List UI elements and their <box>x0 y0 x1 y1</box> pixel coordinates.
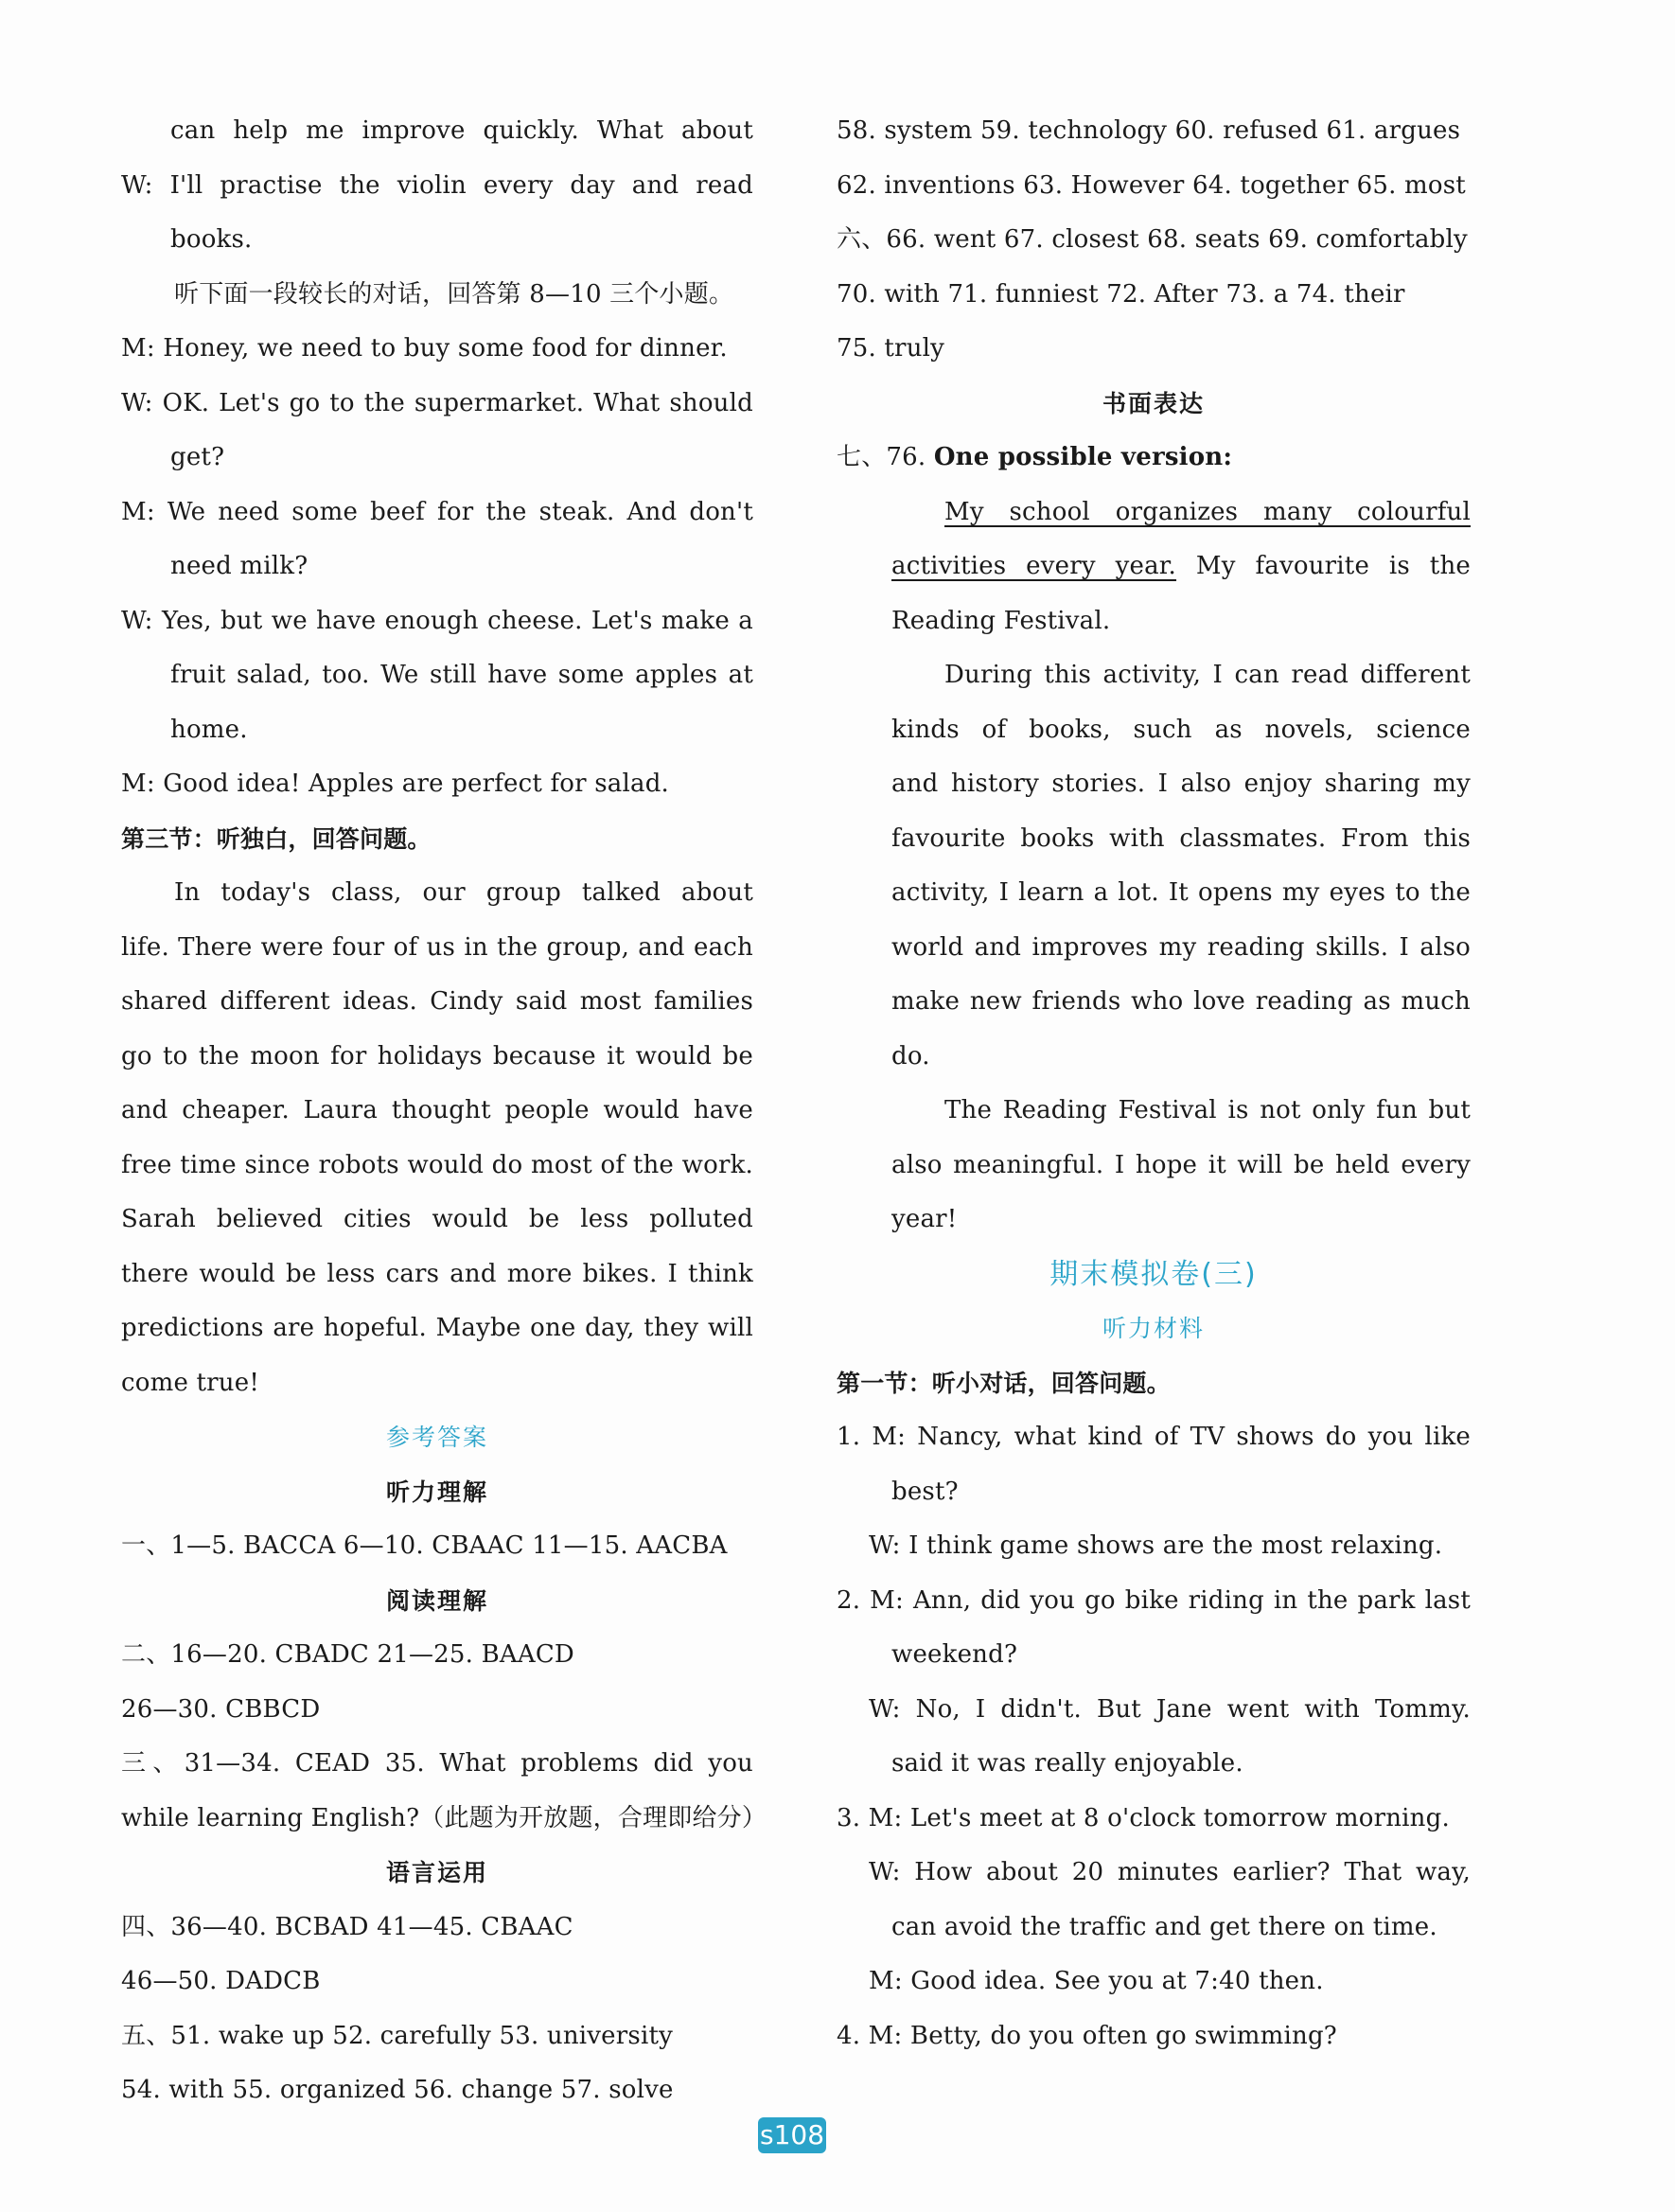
essay-line: favourite books with classmates. From this <box>891 823 1471 853</box>
underlined-sentence: My school organizes many colourful <box>944 497 1471 526</box>
essay-text: My favourite is the <box>1176 552 1471 580</box>
answer-line: 54. with 55. organized 56. change 57. solve <box>121 2076 674 2104</box>
dialogue-line: M: Good idea! Apples are perfect for salad. <box>121 770 670 798</box>
section-heading: 第三节：听独白，回答问题。 <box>121 824 432 853</box>
dialogue-line: 1. M: Nancy, what kind of TV shows do you like <box>837 1423 1471 1451</box>
essay-line: During this activity, I can read different <box>944 661 1471 689</box>
answer-line: 62. inventions 63. However 64. together 65. most <box>837 170 1466 200</box>
dialogue-line: W: Yes, but we have enough cheese. Let's make a <box>121 606 753 635</box>
paragraph-line: shared different ideas. Cindy said most families <box>121 987 753 1016</box>
paragraph-line: In today's class, our group talked about <box>174 878 753 907</box>
text-line: books. <box>170 225 253 254</box>
essay-line: The Reading Festival is not only fun but <box>944 1096 1471 1124</box>
version-label: One possible version: <box>933 443 1233 471</box>
exam-title: 期末模拟卷(三) <box>1049 1257 1258 1291</box>
dialogue-line: best? <box>891 1477 959 1506</box>
answer-line: 二、16—20. CBADC 21—25. BAACD <box>121 1640 574 1669</box>
paragraph-line: and cheaper. Laura thought people would have <box>121 1096 753 1124</box>
dialogue-line: W: I think game shows are the most relaxing. <box>869 1531 1443 1560</box>
text-line: home. <box>170 715 248 744</box>
paragraph-line: Sarah believed cities would be less polluted <box>121 1205 753 1233</box>
text-line: get? <box>170 443 225 471</box>
answer-line: 三、31—34. CEAD 35. What problems did you <box>121 1749 753 1778</box>
essay-line: Reading Festival. <box>891 606 1111 635</box>
dialogue-line: weekend? <box>891 1640 1018 1669</box>
answer-line: 一、1—5. BACCA 6—10. CBAAC 11—15. AACBA <box>121 1531 728 1560</box>
essay-line: world and improves my reading skills. I also <box>891 932 1471 962</box>
text-line: fruit salad, too. We still have some apples at <box>170 661 753 689</box>
dialogue-line: M: We need some beef for the steak. And don't <box>121 497 753 526</box>
essay-line <box>837 540 1471 594</box>
page-number-badge: s108 <box>758 2117 826 2153</box>
section-title-language: 语言运用 <box>385 1859 488 1886</box>
listening-material-title: 听力材料 <box>1102 1315 1205 1342</box>
dialogue-line: can avoid the traffic and get there on time. <box>891 1912 1437 1941</box>
text-line: need milk? <box>170 552 309 580</box>
dialogue-line: 3. M: Let's meet at 8 o'clock tomorrow morning. <box>837 1803 1450 1832</box>
paragraph-line: go to the moon for holidays because it would be <box>121 1041 753 1071</box>
answer-key-title: 参考答案 <box>385 1424 488 1451</box>
essay-line: also meaningful. I hope it will be held every <box>891 1150 1471 1179</box>
paragraph-line: free time since robots would do most of the work. <box>121 1150 753 1179</box>
essay-line: and history stories. I also enjoy sharing my <box>891 770 1471 798</box>
answer-line: 58. system 59. technology 60. refused 61. argues <box>837 116 1461 145</box>
dialogue-line: said it was really enjoyable. <box>891 1749 1243 1778</box>
dialogue-line: W: How about 20 minutes earlier? That way, <box>869 1858 1471 1886</box>
section-title-reading: 阅读理解 <box>385 1586 488 1615</box>
dialogue-line: 4. M: Betty, do you often go swimming? <box>837 2021 1337 2050</box>
section-title-writing: 书面表达 <box>1102 389 1205 417</box>
left-column <box>121 104 767 2118</box>
essay-line: do. <box>891 1041 930 1071</box>
dialogue-line: M: Good idea. See you at 7:40 then. <box>869 1967 1324 1995</box>
answer-line: 四、36—40. BCBAD 41—45. CBAAC <box>121 1912 573 1941</box>
section-title-listening: 听力理解 <box>385 1478 488 1506</box>
underlined-sentence: activities every year. <box>891 552 1177 580</box>
text-line: can help me improve quickly. What about <box>170 116 753 145</box>
question-number: 七、76. <box>837 443 934 471</box>
answer-line: 六、66. went 67. closest 68. seats 69. comfortably <box>837 225 1468 254</box>
answer-line: 70. with 71. funniest 72. After 73. a 74. their <box>837 279 1405 309</box>
answer-line: 75. truly <box>837 334 945 363</box>
dialogue-line: W: OK. Let's go to the supermarket. What should <box>121 388 753 417</box>
essay-line: activity, I learn a lot. It opens my eyes to the <box>891 878 1471 907</box>
answer-line: while learning English?（此题为开放题，合理即给分） <box>121 1803 767 1832</box>
answer-line: 五、51. wake up 52. carefully 53. university <box>121 2021 673 2050</box>
essay-line: make new friends who love reading as much <box>891 987 1471 1016</box>
essay-line: kinds of books, such as novels, science <box>891 715 1471 744</box>
dialogue-line: W: No, I didn't. But Jane went with Tommy. <box>869 1694 1471 1724</box>
answer-line <box>837 431 1471 486</box>
paragraph-line: there would be less cars and more bikes. I think <box>121 1259 753 1288</box>
paragraph-line: predictions are hopeful. Maybe one day, they will <box>121 1314 753 1342</box>
paragraph-line: come true! <box>121 1368 259 1397</box>
dialogue-line: 2. M: Ann, did you go bike riding in the park last <box>837 1585 1471 1615</box>
right-column <box>837 104 1471 2063</box>
answer-line: 46—50. DADCB <box>121 1967 321 1995</box>
dialogue-line: W: I'll practise the violin every day and read <box>121 170 753 200</box>
instruction-line: 听下面一段较长的对话，回答第 8—10 三个小题。 <box>174 279 734 309</box>
dialogue-line: M: Honey, we need to buy some food for dinner. <box>121 334 728 363</box>
paragraph-line: life. There were four of us in the group, and each <box>121 932 753 962</box>
answer-line: 26—30. CBBCD <box>121 1694 321 1724</box>
essay-line <box>837 486 1471 540</box>
essay-line: year! <box>891 1205 958 1233</box>
section-heading: 第一节：听小对话，回答问题。 <box>837 1369 1171 1397</box>
